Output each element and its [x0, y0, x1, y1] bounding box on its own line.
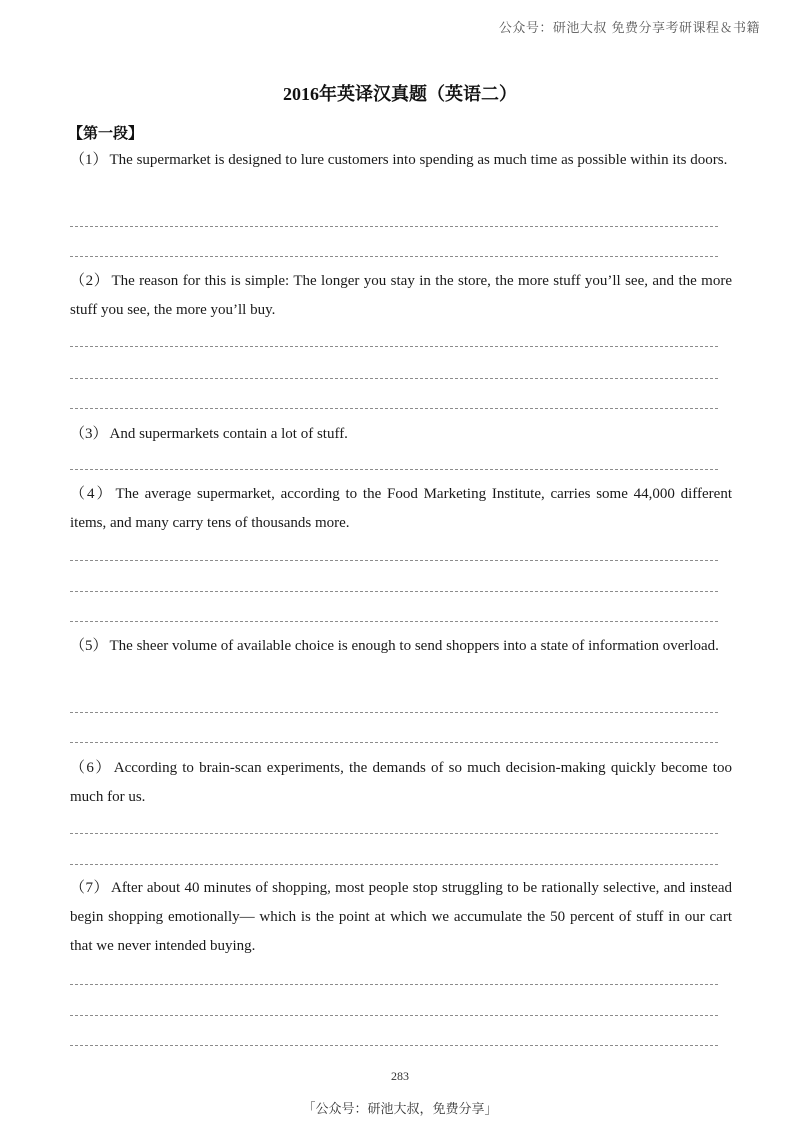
sentence-number: （1）	[70, 152, 108, 168]
sentence-text: After about 40 minutes of shopping, most people stop struggling to be rationally selective, and instead begin shopping emotionally— which is the point at which we accumulate the 50 percent of stuff in our cart that we never intended buying.	[70, 880, 732, 954]
sentence-2	[70, 267, 732, 325]
answer-line[interactable]	[70, 469, 718, 470]
answer-line[interactable]	[70, 378, 718, 379]
sentence-text: The sheer volume of available choice is enough to send shoppers into a state of information overload.	[109, 638, 719, 654]
sentence-number: （6）	[70, 760, 112, 776]
answer-line[interactable]	[70, 591, 718, 592]
page-number: 283	[391, 1069, 409, 1083]
answer-line[interactable]	[70, 560, 718, 561]
section-label: 【第一段】	[68, 126, 144, 142]
answer-line[interactable]	[70, 984, 718, 985]
answer-line[interactable]	[70, 833, 718, 834]
sentence-number: （3）	[70, 426, 108, 442]
answer-line[interactable]	[70, 408, 718, 409]
sentence-7	[70, 874, 732, 961]
sentence-5	[70, 632, 732, 661]
answer-line[interactable]	[70, 621, 718, 622]
answer-line[interactable]	[70, 346, 718, 347]
sentence-6	[70, 754, 732, 812]
sentence-3	[70, 420, 732, 449]
sentence-number: （2）	[70, 273, 110, 289]
header-note: 公众号：研池大叔 免费分享考研课程＆书籍	[498, 21, 760, 36]
footer-note: 「公众号：研池大叔，免费分享」	[302, 1102, 498, 1117]
sentence-number: （5）	[70, 638, 108, 654]
sentence-text: The reason for this is simple: The longer you stay in the store, the more stuff you’ll see, and the more stuff you see, the more you’ll buy.	[70, 273, 732, 318]
answer-line[interactable]	[70, 256, 718, 257]
sentence-text: The average supermarket, according to the Food Marketing Institute, carries some 44,000 different items, and many carry tens of thousands more.	[70, 486, 732, 531]
answer-line[interactable]	[70, 1045, 718, 1046]
page-title: 2016年英译汉真题（英语二）	[283, 84, 517, 104]
sentence-number: （7）	[70, 880, 109, 896]
sentence-text: According to brain-scan experiments, the demands of so much decision-making quickly become too much for us.	[70, 760, 732, 805]
sentence-number: （4）	[70, 486, 114, 502]
sentence-text: And supermarkets contain a lot of stuff.	[109, 426, 348, 442]
answer-line[interactable]	[70, 226, 718, 227]
sentence-text: The supermarket is designed to lure customers into spending as much time as possible within its doors.	[109, 152, 728, 168]
sentence-4	[70, 480, 732, 538]
answer-line[interactable]	[70, 864, 718, 865]
answer-line[interactable]	[70, 742, 718, 743]
answer-line[interactable]	[70, 712, 718, 713]
sentence-1	[70, 146, 732, 175]
answer-line[interactable]	[70, 1015, 718, 1016]
